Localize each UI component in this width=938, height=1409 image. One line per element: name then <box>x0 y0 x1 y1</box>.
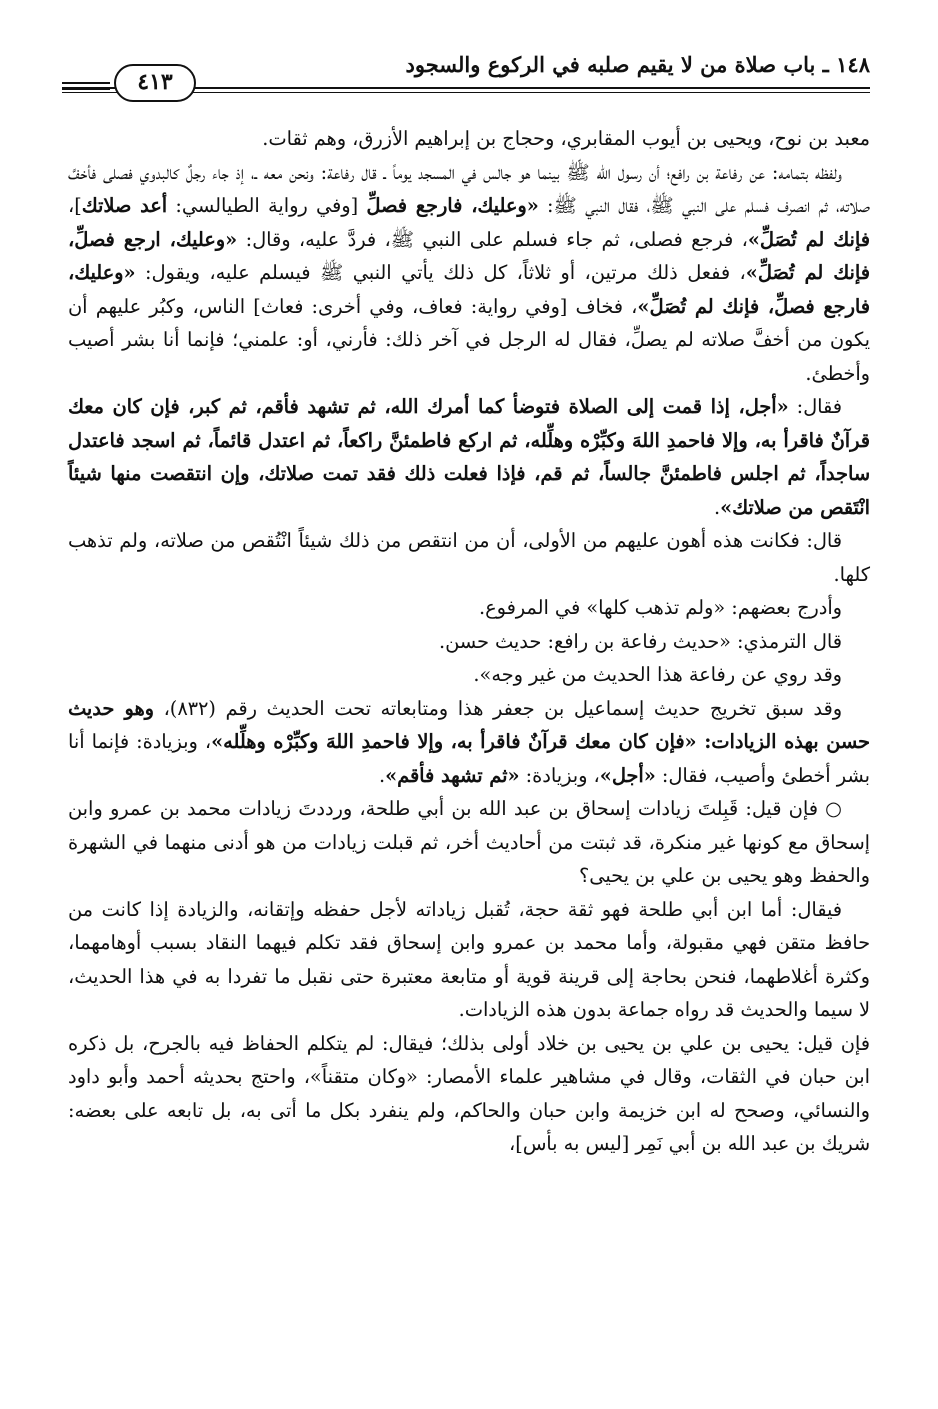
text-run: . <box>713 495 721 519</box>
paragraph <box>68 1027 870 1161</box>
text-run: ولفظه بتمامه: عن رفاعة بن رافع؛ أن رسول الله ﷺ بينما هو جالس في المسجد يوماً ـ قال رفاعة: ونحن معه ـ، إذ جاء رجلٌ كالبدوي فصلى فأخفَّ صلاته، ثم انصرف فسلم على النبي ﷺ، فقال النبي ﷺ: <box>68 160 870 217</box>
text-run: ]، <box>68 194 82 217</box>
bold-run: «وعليك، فارجع فصلِّ، فإنك لم تُصَلِّ» <box>68 261 870 318</box>
text-run: ، ففعل ذلك مرتين، أو ثلاثاً، كل ذلك يأتي النبي ﷺ فيسلم عليه، ويقول: <box>135 261 746 284</box>
text-run: معبد بن نوح، ويحيى بن أيوب المقابري، وحجاج بن إبراهيم الأزرق، وهم ثقات. <box>262 127 870 150</box>
bold-run: «أجل» <box>599 763 656 787</box>
paragraph <box>68 156 870 391</box>
decorative-bars <box>62 82 110 94</box>
paragraph <box>68 524 870 591</box>
page-header <box>62 52 870 102</box>
paragraph <box>68 658 870 692</box>
paragraph <box>68 692 870 793</box>
bold-run: «أجل، إذا قمت إلى الصلاة فتوضأ كما أمرك الله، ثم تشهد فأقم، ثم كبر، فإن كان معك قرآنٌ فاقرأ به، وإلا فاحمدِ اللهَ وكبِّرْه وهلِّله، ثم اركع فاطمئنَّ راكعاً، ثم اعتدل قائماً، ثم اسجد فاعتدل ساجداً، ثم اجلس فاطمئنَّ جالساً، ثم قم، فإذا فعلت ذلك فقد تمت صلاتك، وإن انتقصت منها شيئاً انْتَقص من صلاتك» <box>68 395 870 519</box>
text-run: ، وبزيادة: فإنما أنا بشر أخطئ وأصيب، فقال: <box>68 730 870 787</box>
bold-run: «ثم تشهد فأقم» <box>385 763 520 787</box>
bold-run: وهو حديث حسن بهذه الزيادات: «فإن كان معك قرآنٌ فاقرأ به، وإلا فاحمدِ اللهَ وكبِّرْه وهلِّله» <box>68 696 870 753</box>
paragraph <box>68 390 870 524</box>
bold-run: فإنك لم تُصَلِّ» <box>747 227 870 251</box>
text-run: ، وبزيادة: <box>519 763 600 787</box>
text-run: ، فرجع فصلى، ثم جاء فسلم على النبي ﷺ، فردَّ عليه، وقال: <box>237 227 748 251</box>
text-run: فيقال: أما ابن أبي طلحة فهو ثقة حجة، تُقبل زياداته لأجل حفظه وإتقانه، والزيادة إذا كانت من حافظ متقن فهي مقبولة، وأما محمد بن عمرو وابن إسحاق فقد تكلم فيهما النقاد بسبب أوهامهما، وكثرة أغلاطهما، فنحن بحاجة إلى قرينة قوية أو متابعة معتبرة حتى نقبل ما تفردا به في هذا الحديث، لا سيما والحديث قد رواه جماعة بدون هذه الزيادات. <box>68 897 870 1021</box>
paragraph <box>68 792 870 893</box>
text-run: ، فخاف [وفي رواية: فعاف، وفي أخرى: فعاث] الناس، وكبُر عليهم أن يكون من أخفَّ صلاته لم يصلِّ، فقال له الرجل في آخر ذلك: فأرني، أو: علمني؛ فإنما أنا بشر أصيب وأخطئ. <box>68 294 870 385</box>
text-run: فقال: <box>788 395 842 418</box>
bold-run: أعد صلاتك <box>81 194 168 217</box>
text-run: [وفي رواية الطيالسي: <box>167 194 367 217</box>
paragraph <box>68 625 870 659</box>
paragraph <box>68 893 870 1027</box>
text-run: قال: فكانت هذه أهون عليهم من الأولى، أن من انتقص من ذلك شيئاً انْتُقص من صلاته، ولم تذهب كلها. <box>68 529 870 586</box>
text-run: وقد روي عن رفاعة هذا الحديث من غير وجه». <box>473 663 842 686</box>
text-run: وأدرج بعضهم: «ولم تذهب كلها» في المرفوع. <box>478 596 842 619</box>
chapter-title: ١٤٨ ـ باب صلاة من لا يقيم صلبه في الركوع والسجود <box>405 52 870 77</box>
text-run: وقد سبق تخريج حديث إسماعيل بن جعفر هذا ومتابعاته تحت الحديث رقم (٨٣٢)، <box>153 696 843 720</box>
bold-run: «وعليك، ارجع فصلِّ، فإنك لم تُصَلِّ» <box>68 227 870 284</box>
bold-run: «وعليك، فارجع فصلِّ <box>366 194 539 217</box>
paragraph <box>68 122 870 156</box>
text-run: ○ فإن قيل: قَبِلتَ زيادات إسحاق بن عبد الله بن أبي طلحة، ورددتَ زيادات محمد بن عمرو وابن إسحاق مع كونها غير منكرة، قد ثبتت من أحاديث أخر، ثم قبلت زيادات من هو أدنى منهما في الشهرة والحفظ وهو يحيى بن علي بن يحيى؟ <box>68 797 870 887</box>
text-run: فإن قيل: يحيى بن علي بن يحيى بن خلاد أولى بذلك؛ فيقال: لم يتكلم الحفاظ فيه بالجرح، بل ذكره ابن حبان في الثقات، وقال في مشاهير علماء الأمصار: «وكان متقناً»، واحتج بحديثه أحمد وأبو داود والنسائي، وصحح له ابن خزيمة وابن حبان والحاكم، ولم ينفرد بكل ما أتى به، بل تابعه على بعضه: شريك بن عبد الله بن أبي نَمِر [ليس به بأس]، <box>68 1031 870 1155</box>
body-text <box>68 122 870 1161</box>
page-number: ٤١٣ <box>114 64 196 102</box>
text-run: قال الترمذي: «حديث رفاعة بن رافع: حديث حسن. <box>438 629 842 653</box>
text-run: . <box>378 763 386 787</box>
paragraph <box>68 591 870 625</box>
